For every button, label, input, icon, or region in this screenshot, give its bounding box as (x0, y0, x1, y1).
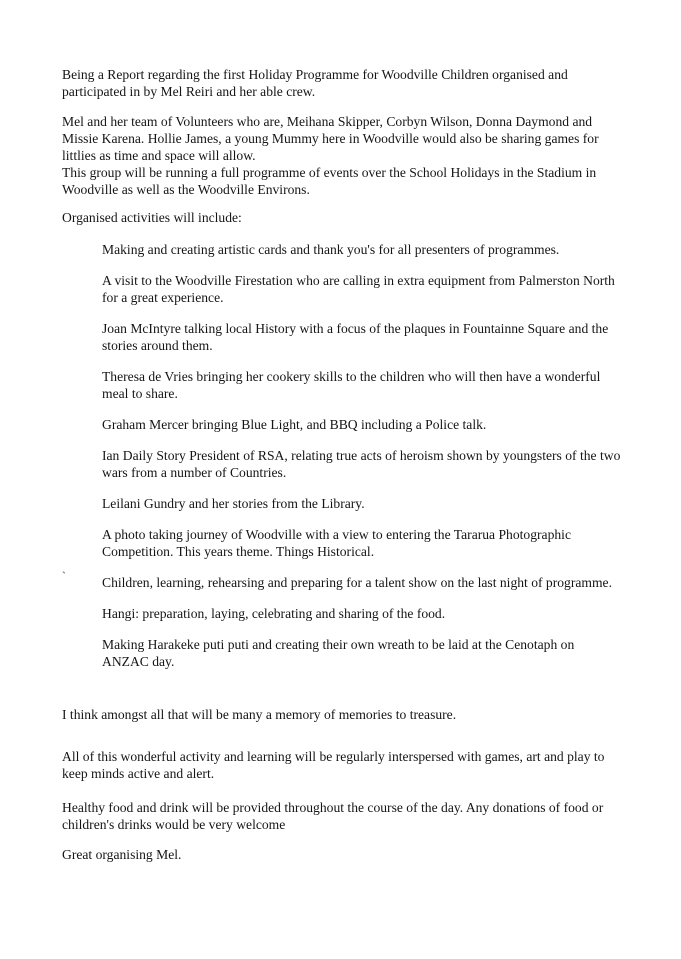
activity-item: Joan McIntyre talking local History with a focus of the plaques in Fountainne Square and the stories around them. (102, 321, 609, 353)
activity-item: Hangi: preparation, laying, celebrating and sharing of the food. (102, 606, 446, 621)
activity-item: Ian Daily Story President of RSA, relating true acts of heroism shown by youngsters of the two wars from a number of Countries. (102, 448, 621, 480)
team-paragraph (62, 113, 622, 198)
activity-item: Leilani Gundry and her stories from the Library. (102, 496, 365, 511)
activity-item: Making Harakeke puti puti and creating their own wreath to be laid at the Cenotaph on ANZAC day. (102, 637, 575, 669)
intro-paragraph: Being a Report regarding the first Holiday Programme for Woodville Children organised and participated in by Mel Reiri and her able crew. (62, 67, 568, 99)
activity-item: A photo taking journey of Woodville with a view to entering the Tararua Photographic Competition. This years theme. Things Historical. (102, 527, 571, 559)
activity-item: A visit to the Woodville Firestation who are calling in extra equipment from Palmerston North for a great experience. (102, 273, 615, 305)
activity-item: Graham Mercer bringing Blue Light, and BBQ including a Police talk. (102, 417, 487, 432)
activities-heading: Organised activities will include: (62, 210, 242, 225)
activity-learning-paragraph: All of this wonderful activity and learning will be regularly interspersed with games, art and play to keep minds active and alert. (62, 749, 605, 781)
stray-mark: ` (62, 569, 66, 583)
activity-item: Theresa de Vries bringing her cookery skills to the children who will then have a wonderful meal to share. (102, 369, 601, 401)
closing-line: Great organising Mel. (62, 847, 182, 862)
team-programme-text: This group will be running a full programme of events over the School Holidays in the Stadium in Woodville as well as the Woodville Environs. (62, 165, 597, 197)
food-paragraph: Healthy food and drink will be provided throughout the course of the day. Any donations of food or children's drinks would be very welcome (62, 800, 604, 832)
activities-list (102, 241, 622, 684)
activity-item: Making and creating artistic cards and thank you's for all presenters of programmes. (102, 242, 560, 257)
activity-item: Children, learning, rehearsing and preparing for a talent show on the last night of programme. (102, 575, 612, 590)
team-volunteers-text: Mel and her team of Volunteers who are, Meihana Skipper, Corbyn Wilson, Donna Daymond and Missie Karena. Hollie James, a young Mummy here in Woodville would also be sharing games for littlies as time and space will allow. (62, 114, 599, 163)
memory-paragraph: I think amongst all that will be many a memory of memories to treasure. (62, 707, 457, 722)
